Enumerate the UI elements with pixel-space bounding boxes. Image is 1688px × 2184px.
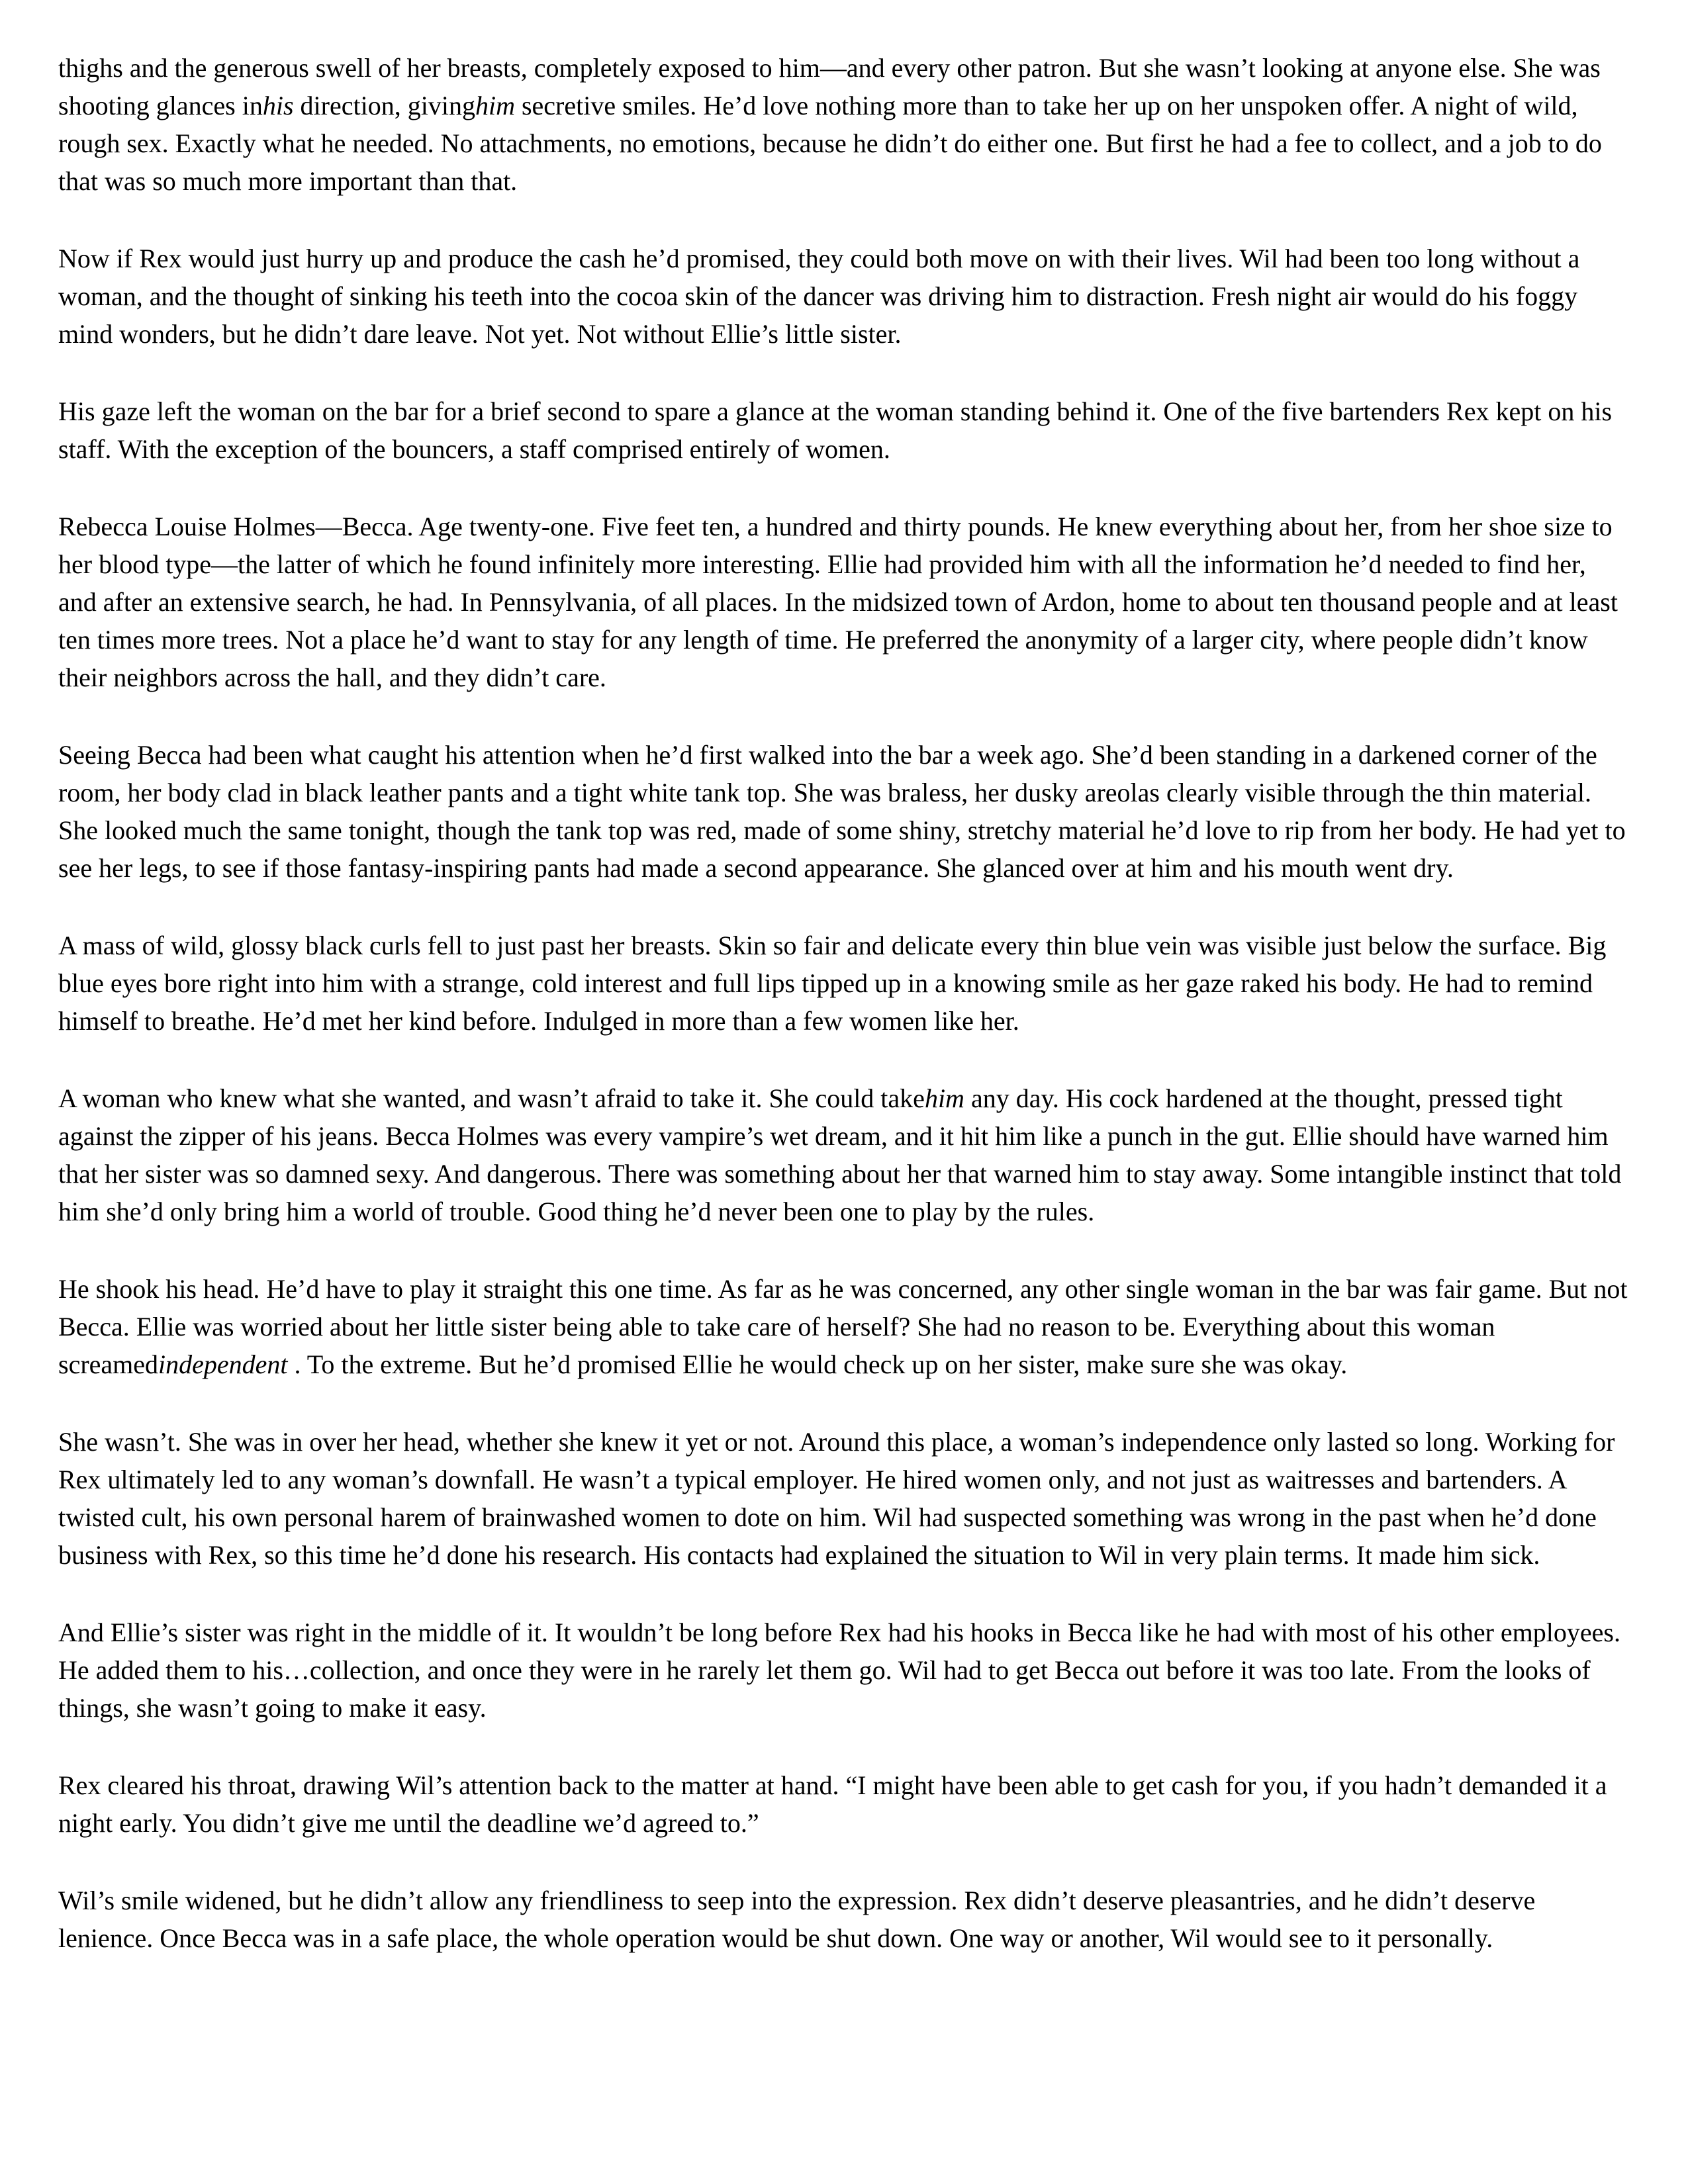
italic-text-segment: him <box>924 1083 964 1113</box>
italic-text-segment: him <box>475 91 515 120</box>
text-segment: He shook his head. He’d have to play it straight this one time. As far as he was concerned, any other single woman in the bar was fair game. But not Becca. Ellie was worried about her little sister being able to take care of herself? She had no reason to be. Everything about this woman screamed <box>58 1274 1628 1379</box>
paragraph <box>58 1270 1630 1383</box>
paragraph <box>58 49 1630 200</box>
text-segment: secretive smiles. He’d love nothing more than to take her up on her unspoken offer. A night of wild, rough sex. Exactly what he needed. No attachments, no emotions, because he didn’t do either one. But first he had a fee to collect, and a job to do that was so much more important than that. <box>58 91 1602 196</box>
paragraph <box>58 1423 1630 1574</box>
paragraph <box>58 392 1630 468</box>
italic-text-segment: his <box>262 91 294 120</box>
page-text <box>58 49 1630 1957</box>
text-segment: She wasn’t. She was in over her head, whether she knew it yet or not. Around this place, a woman’s independence only lasted so long. Working for Rex ultimately led to any woman’s downfall. He wasn’t a typical employer. He hired women only, and not just as waitresses and bartenders. A twisted cult, his own personal harem of brainwashed women to dote on him. Wil had suspected something was wrong in the past when he’d done business with Rex, so this time he’d done his research. His contacts had explained the situation to Wil in very plain terms. It made him sick. <box>58 1427 1615 1570</box>
text-segment: A mass of wild, glossy black curls fell to just past her breasts. Skin so fair and delicate every thin blue vein was visible just below the surface. Big blue eyes bore right into him with a strange, cold interest and full lips tipped up in a knowing smile as her gaze raked his body. He had to remind himself to breathe. He’d met her kind before. Indulged in more than a few women like her. <box>58 931 1607 1036</box>
text-segment: A woman who knew what she wanted, and wasn’t afraid to take it. She could take <box>58 1083 925 1113</box>
text-segment: . To the extreme. But he’d promised Ellie he would check up on her sister, make sure she was okay. <box>287 1349 1348 1379</box>
text-segment: Rebecca Louise Holmes—Becca. Age twenty-one. Five feet ten, a hundred and thirty pounds. He knew everything about her, from her shoe size to her blood type—the latter of which he found infinitely more interesting. Ellie had provided him with all the information he’d needed to find her, and after an extensive search, he had. In Pennsylvania, of all places. In the midsized town of Ardon, home to about ten thousand people and at least ten times more trees. Not a place he’d want to stay for any length of time. He preferred the anonymity of a larger city, where people didn’t know their neighbors across the hall, and they didn’t care. <box>58 512 1618 692</box>
paragraph <box>58 1766 1630 1842</box>
paragraph <box>58 1079 1630 1230</box>
paragraph <box>58 736 1630 887</box>
paragraph <box>58 1614 1630 1727</box>
paragraph <box>58 240 1630 353</box>
paragraph <box>58 1882 1630 1957</box>
italic-text-segment: independent <box>158 1349 288 1379</box>
text-segment: And Ellie’s sister was right in the middle of it. It wouldn’t be long before Rex had his hooks in Becca like he had with most of his other employees. He added them to his…collection, and once they were in he rarely let them go. Wil had to get Becca out before it was too late. From the looks of things, she wasn’t going to make it easy. <box>58 1617 1620 1723</box>
text-segment: thighs and the generous swell of her breasts, completely exposed to him—and every other patron. But she wasn’t looking at anyone else. She was shooting glances in <box>58 53 1601 120</box>
text-segment: Wil’s smile widened, but he didn’t allow any friendliness to seep into the expression. Rex didn’t deserve pleasantries, and he didn’t deserve lenience. Once Becca was in a safe place, the whole operation would be shut down. One way or another, Wil would see to it personally. <box>58 1886 1536 1953</box>
text-segment: Seeing Becca had been what caught his attention when he’d first walked into the bar a week ago. She’d been standing in a darkened corner of the room, her body clad in black leather pants and a tight white tank top. She was braless, her dusky areolas clearly visible through the thin material. She looked much the same tonight, though the tank top was red, made of some shiny, stretchy material he’d love to rip from her body. He had yet to see her legs, to see if those fantasy-inspiring pants had made a second appearance. She glanced over at him and his mouth went dry. <box>58 740 1626 883</box>
text-segment: Rex cleared his throat, drawing Wil’s attention back to the matter at hand. “I might have been able to get cash for you, if you hadn’t demanded it a night early. You didn’t give me until the deadline we’d agreed to.” <box>58 1770 1607 1838</box>
paragraph <box>58 508 1630 696</box>
text-segment: His gaze left the woman on the bar for a brief second to spare a glance at the woman standing behind it. One of the five bartenders Rex kept on his staff. With the exception of the bouncers, a staff comprised entirely of women. <box>58 396 1613 464</box>
text-segment: direction, giving <box>293 91 475 120</box>
text-segment: any day. His cock hardened at the thought, pressed tight against the zipper of his jeans. Becca Holmes was every vampire’s wet dream, and it hit him like a punch in the gut. Ellie should have warned him that her sister was so damned sexy. And dangerous. There was something about her that warned him to stay away. Some intangible instinct that told him she’d only bring him a world of trouble. Good thing he’d never been one to play by the rules. <box>58 1083 1622 1226</box>
paragraph <box>58 927 1630 1040</box>
text-segment: Now if Rex would just hurry up and produce the cash he’d promised, they could both move on with their lives. Wil had been too long without a woman, and the thought of sinking his teeth into the cocoa skin of the dancer was driving him to distraction. Fresh night air would do his foggy mind wonders, but he didn’t dare leave. Not yet. Not without Ellie’s little sister. <box>58 244 1580 349</box>
